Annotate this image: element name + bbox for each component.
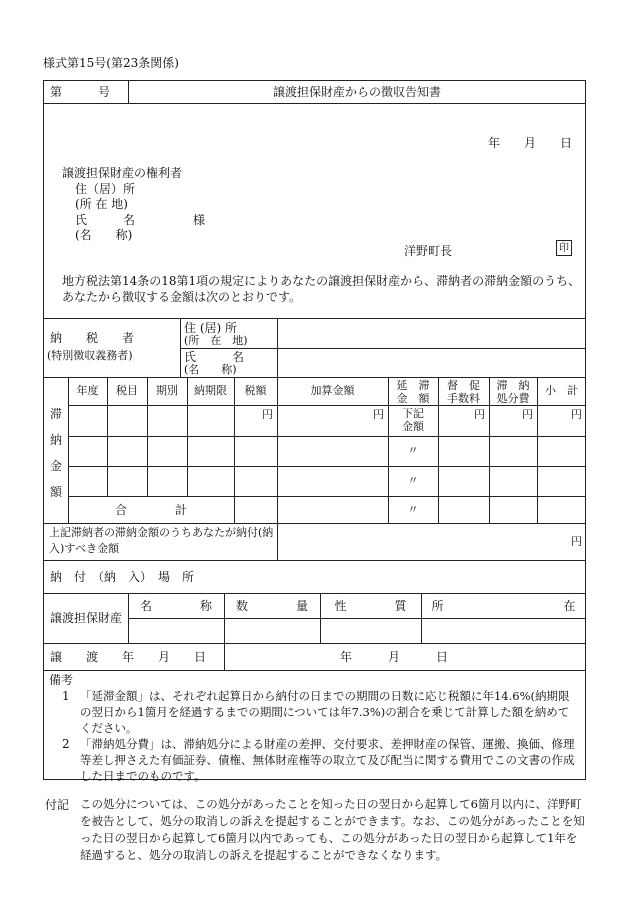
yen-disposal: 円 xyxy=(522,408,533,421)
divider xyxy=(234,377,235,523)
col-reminder-line1: 督 促 xyxy=(447,379,480,392)
remarks-item2-number: 2 xyxy=(62,737,70,751)
property-col-nature: 性 質 xyxy=(334,599,407,613)
intro-text: 地方税法第14条の18第1項の規定によりあなたの譲渡担保財産から、滞納者の滞納金額のうち、あなたから徴収する金額は次のとおりです。 xyxy=(62,274,581,304)
divider xyxy=(43,523,586,524)
ditto-mark: 〃 xyxy=(407,444,419,457)
col-subtotal: 小 計 xyxy=(545,384,578,397)
remarks-item1-text: 「延滞金額」は、それぞれ起算日から納付の日までの期間の日数に応じ税額に年14.6%(納期限の翌日から1箇月を経過するまでの期間については年7.3%)の割合を乗じて計算した額を納めてください。 xyxy=(80,689,570,735)
recipient-title: 譲渡担保財産の権利者 xyxy=(62,166,183,180)
col-tax-item: 税目 xyxy=(116,384,138,397)
taxpayer-label: 納 税 者 xyxy=(50,331,135,345)
below-note-line1: 下記 xyxy=(402,407,424,420)
col-delay-line1: 延 滞 xyxy=(396,379,430,392)
transfer-date-label: 譲 渡 年 月 日 xyxy=(50,650,207,664)
divider xyxy=(43,560,586,561)
col-due-date: 納期限 xyxy=(194,384,227,397)
taxpayer-location-label: (所 在 地) xyxy=(184,334,248,347)
property-label: 譲渡担保財産 xyxy=(50,611,123,625)
below-note-line2: 金額 xyxy=(402,420,424,433)
yen-subtotal: 円 xyxy=(571,408,582,421)
form-number: 様式第15号(第23条関係) xyxy=(43,56,179,70)
property-col-location: 所 在 xyxy=(431,599,576,613)
issue-date: 年 月 日 xyxy=(488,136,573,150)
divider xyxy=(43,318,586,319)
divider xyxy=(43,103,586,104)
document-title: 譲渡担保財産からの徴収告知書 xyxy=(272,85,441,99)
taxpayer-entity-label: (名 称) xyxy=(184,363,237,376)
col-disposal-line2: 処分費 xyxy=(496,392,530,405)
divider xyxy=(180,318,181,377)
divider xyxy=(43,670,586,671)
divider xyxy=(128,618,586,619)
divider xyxy=(43,593,586,594)
arrears-side-label-1: 滞 xyxy=(49,407,62,421)
taxpayer-address-label: 住 (居) 所 xyxy=(184,321,237,335)
divider xyxy=(277,377,278,560)
col-reminder-line2: 手数料 xyxy=(447,392,480,405)
divider xyxy=(68,466,586,467)
divider xyxy=(180,348,586,349)
yen-tax: 円 xyxy=(262,408,273,421)
recipient-location-label: (所 在 地) xyxy=(75,197,128,211)
col-additional: 加算金額 xyxy=(310,384,355,397)
seal-mark: 印 xyxy=(556,240,572,256)
transfer-date-value: 年 月 日 xyxy=(340,650,449,664)
yen-reminder: 円 xyxy=(474,408,485,421)
ditto-mark: 〃 xyxy=(407,474,419,487)
remarks-item1-number: 1 xyxy=(62,689,70,703)
property-col-quantity: 数 量 xyxy=(235,599,308,613)
divider xyxy=(277,318,278,377)
recipient-address-label: 住（居）所 xyxy=(75,182,136,196)
col-period: 期別 xyxy=(156,384,178,397)
ditto-mark: 〃 xyxy=(407,503,419,516)
divider xyxy=(68,377,69,523)
col-disposal-line1: 滞 納 xyxy=(496,379,530,392)
yen-additional: 円 xyxy=(373,408,384,421)
divider xyxy=(68,496,586,497)
payment-place-label: 納 付 （納 入） 場 所 xyxy=(50,570,195,584)
footnote-text: この処分については、この処分があったことを知った日の翌日から起算して6箇月以内に、洋野町を被告として、処分の取消しの訴えを提起することができます。なお、この処分があったことを知った日の翌日から起算して6箇月以内であっても、この処分があった日の翌日から起算して1年を経過すると、処分の取消しの訴えを提起することができなくなります。 xyxy=(80,797,585,862)
arrears-side-label-4: 額 xyxy=(49,485,62,499)
divider xyxy=(43,377,586,378)
property-col-name: 名 称 xyxy=(139,599,212,613)
special-collector-label: (特別徴収義務者) xyxy=(47,349,133,362)
col-tax-amount: 税額 xyxy=(244,384,267,397)
amount-due-yen: 円 xyxy=(571,535,582,548)
recipient-name-label: 氏 名 xyxy=(75,213,136,227)
divider xyxy=(68,405,586,406)
remarks-item2-text: 「滞納処分費」は、滞納処分による財産の差押、交付要求、差押財産の保管、運搬、換価、修理等差し押さえた有価証券、債権、無体財産権等の取立て及び配当に関する費用でこの文書の作成した日までのものです。 xyxy=(80,737,575,783)
footnote-label: 付記 xyxy=(45,798,70,812)
divider xyxy=(224,643,225,670)
arrears-side-label-3: 金 xyxy=(49,459,62,473)
taxpayer-name-label: 氏 名 xyxy=(184,350,245,364)
document-number-label: 第 号 xyxy=(50,85,111,99)
col-year: 年度 xyxy=(76,384,99,397)
remarks-title: 備考 xyxy=(49,673,74,687)
recipient-entity-label: (名 称) xyxy=(75,228,133,242)
amount-due-label: 上記滞納者の滞納金額のうちあなたが納付(納入)すべき金額 xyxy=(49,526,274,555)
divider xyxy=(68,436,586,437)
issuer-name: 洋野町長 xyxy=(404,244,453,258)
recipient-honorific: 様 xyxy=(193,213,206,227)
arrears-side-label-2: 納 xyxy=(49,433,62,447)
divider xyxy=(43,643,586,644)
total-label: 合 計 xyxy=(114,503,187,517)
col-delay-line2: 金 額 xyxy=(396,392,430,405)
divider xyxy=(537,377,538,523)
